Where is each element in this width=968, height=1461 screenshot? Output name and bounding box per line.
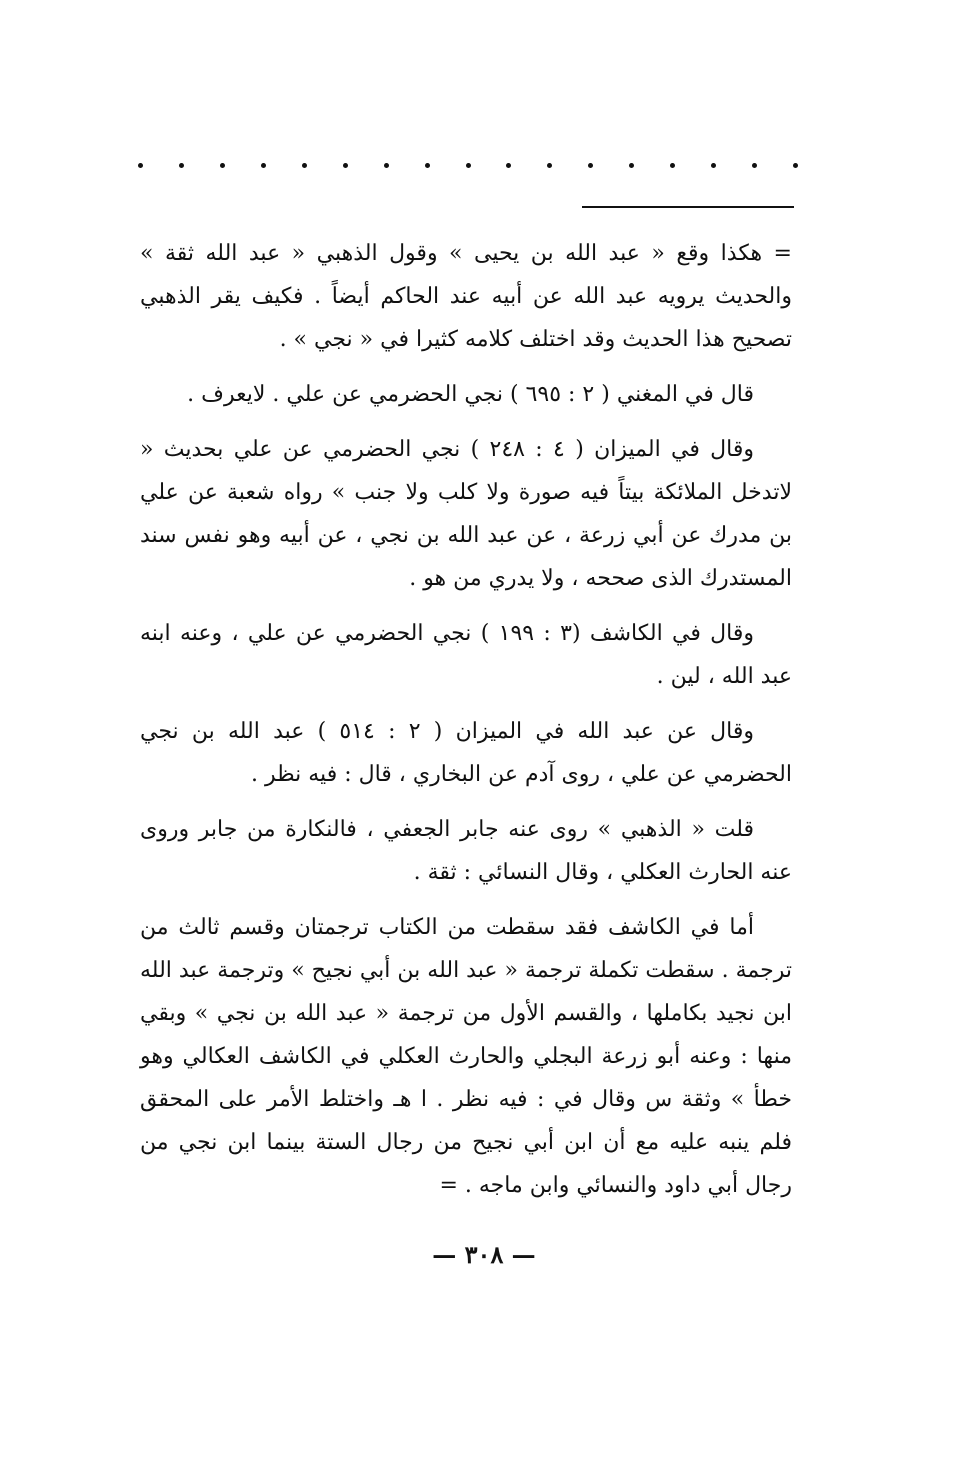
separator-dot — [588, 163, 593, 168]
separator-dot — [466, 163, 471, 168]
separator-dot — [793, 163, 798, 168]
footnote-rule — [582, 206, 794, 208]
separator-dot — [138, 163, 143, 168]
paragraph: وقال عن عبد الله في الميزان ( ٢ : ٥١٤ ) عبد الله بن نجي الحضرمي عن علي ، روى آدم عن البخاري ، قال : فيه نظر . — [140, 719, 792, 787]
separator-dots — [138, 150, 798, 180]
paragraph: قال في المغني ( ٢ : ٦٩٥ ) نجي الحضرمي عن علي . لايعرف . — [187, 382, 754, 407]
separator-dot — [629, 163, 634, 168]
paragraph: وقال في الكاشف (٣ : ١٩٩ ) نجي الحضرمي عن علي ، وعنه ابنه عبد الله ، لين . — [140, 621, 792, 689]
separator-dot — [261, 163, 266, 168]
separator-dot — [670, 163, 675, 168]
paragraph: قلت « الذهبي » روى عنه جابر الجعفي ، فالنكارة من جابر وروى عنه الحارث العكلي ، وقال النسائي : ثقة . — [140, 817, 792, 885]
separator-dot — [384, 163, 389, 168]
separator-dot — [711, 163, 716, 168]
paragraph: = هكذا وقع « عبد الله بن يحيى » وقول الذهبي « عبد الله ثقة » والحديث يرويه عبد الله عن أبيه عند الحاكم أيضاً . فكيف يقر الذهبي تصحيح هذا الحديث وقد اختلف كلامه كثيرا في « نجي » . — [140, 241, 792, 352]
paragraph: أما في الكاشف فقد سقطت من الكتاب ترجمتان وقسم ثالث من ترجمة . سقطت تكملة ترجمة « عبد الله بن أبي نجيح » وترجمة عبد الله ابن نجيد بكاملها ، والقسم الأول من ترجمة « عبد الله بن نجي » وبقي منها : وعنه أبو زرعة البجلي والحارث العكلي في الكاشف العكالي وهو خطأ » وثقة س وقال في : فيه نظر . ا هـ واختلط الأمر على المحقق فلم ينبه عليه مع أن ابن أبي نجيح من رجال الستة بينما ابن نجي من رجال أبي داود والنسائي وابن ماجه . = — [140, 915, 792, 1198]
separator-dot — [302, 163, 307, 168]
paragraph: وقال في الميزان ( ٤ : ٢٤٨ ) نجي الحضرمي عن علي بحديث « لاتدخل الملائكة بيتاً فيه صورة ولا كلب ولا جنب » رواه شعبة عن علي بن مدرك عن أبي زرعة ، عن عبد الله بن نجي ، عن أبيه وهو نفس سند المستدرك الذى صححه ، ولا يدري من هو . — [140, 437, 792, 591]
separator-dot — [547, 163, 552, 168]
separator-dot — [752, 163, 757, 168]
page-number: — ٣٠٨ — — [432, 1240, 536, 1269]
separator-dot — [506, 163, 511, 168]
separator-dot — [425, 163, 430, 168]
separator-dot — [343, 163, 348, 168]
separator-dot — [179, 163, 184, 168]
footnote-text — [140, 232, 792, 1219]
separator-dot — [220, 163, 225, 168]
